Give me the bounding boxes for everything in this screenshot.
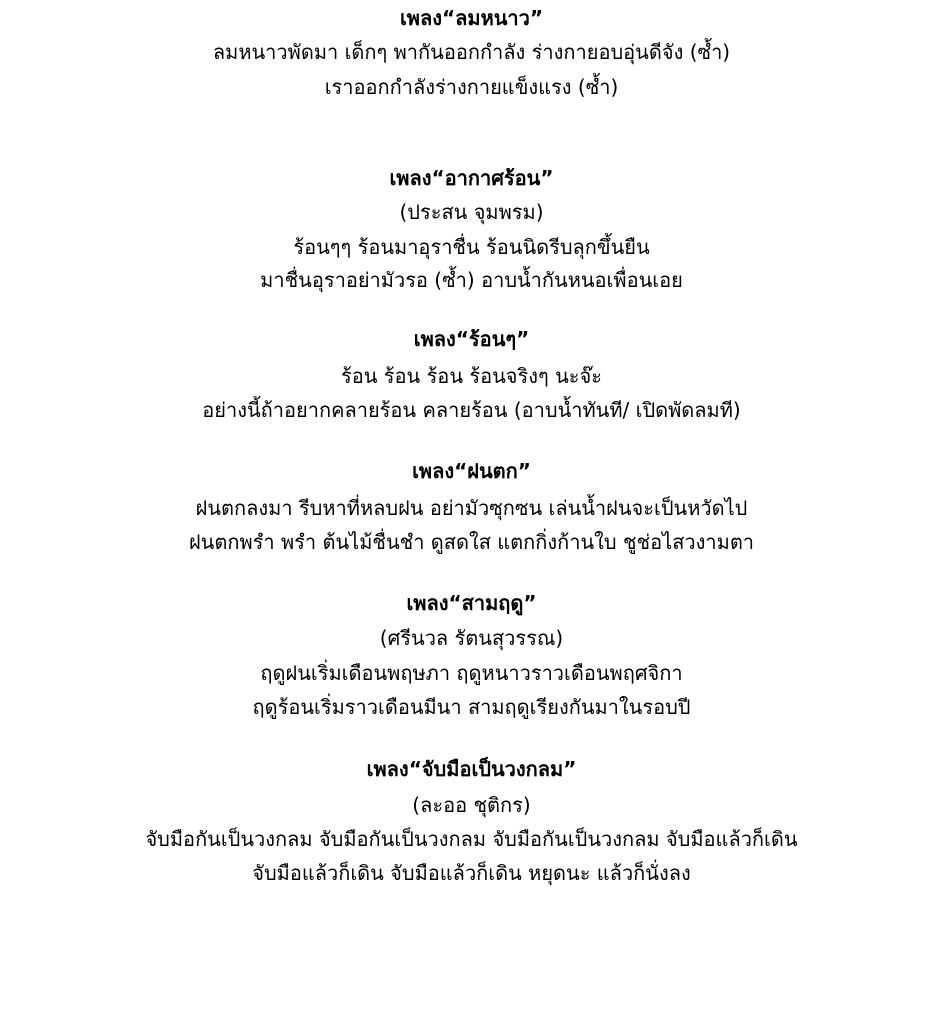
song-title: เพลง“ฝนตก” [412, 459, 531, 483]
song-lyric-line: ฝนตกลงมา รีบหาที่หลบฝน อย่ามัวซุกซน เล่นน้ำฝนจะเป็นหวัดไป [195, 496, 748, 520]
song-lyric-line: มาชื่นอุราอย่ามัวรอ (ซ้ำ) อาบน้ำกันหนอเพื่อนเอย [260, 268, 683, 292]
song-lyric-line: ลมหนาวพัดมา เด็กๆ พากันออกกำลัง ร่างกายอบอุ่นดีจัง (ซ้ำ) [212, 40, 731, 64]
song-lyric-line: ฤดูร้อนเริ่มราวเดือนมีนา สามฤดูเรียงกันมาในรอบปี [252, 695, 691, 719]
song-lyric-line: จับมือแล้วก็เดิน จับมือแล้วก็เดิน หยุดนะ แล้วก็นั่งลง [252, 861, 691, 885]
song-author: (ศรีนวล รัตนสุวรรณ) [379, 626, 564, 650]
song-title: เพลง“ลมหนาว” [399, 6, 544, 30]
song-lyric-line: ร้อนๆๆ ร้อนมาอุราชื่น ร้อนนิดรีบลุกขึ้นยืน [293, 235, 650, 259]
song-lyric-line: ฝนตกพรำ พรำ ต้นไม้ชื่นชำ ดูสดใส แตกกิ่งก้านใบ ชูช่อไสวงามตา [188, 530, 755, 554]
song-title: เพลง“อากาศร้อน” [389, 166, 554, 190]
song-author: (ประสน จุมพรม) [399, 200, 544, 224]
song-author: (ละออ ชุติกร) [412, 793, 531, 817]
song-title: เพลง“ร้อนๆ” [413, 327, 530, 351]
song-lyric-line: จับมือกันเป็นวงกลม จับมือกันเป็นวงกลม จับมือกันเป็นวงกลม จับมือแล้วก็เดิน [145, 827, 798, 851]
song-lyric-line: เราออกกำลังร่างกายแข็งแรง (ซ้ำ) [324, 75, 619, 99]
song-lyric-line: ร้อน ร้อน ร้อน ร้อนจริงๆ นะจ๊ะ [341, 364, 602, 388]
song-title: เพลง“จับมือเป็นวงกลม” [366, 757, 577, 781]
song-lyric-line: อย่างนี้ถ้าอยากคลายร้อน คลายร้อน (อาบน้ำทันที/ เปิดพัดลมที) [202, 398, 741, 422]
song-lyric-line: ฤดูฝนเริ่มเดือนพฤษภา ฤดูหนาวราวเดือนพฤศจิกา [260, 661, 683, 685]
song-title: เพลง“สามฤดู” [406, 591, 537, 615]
